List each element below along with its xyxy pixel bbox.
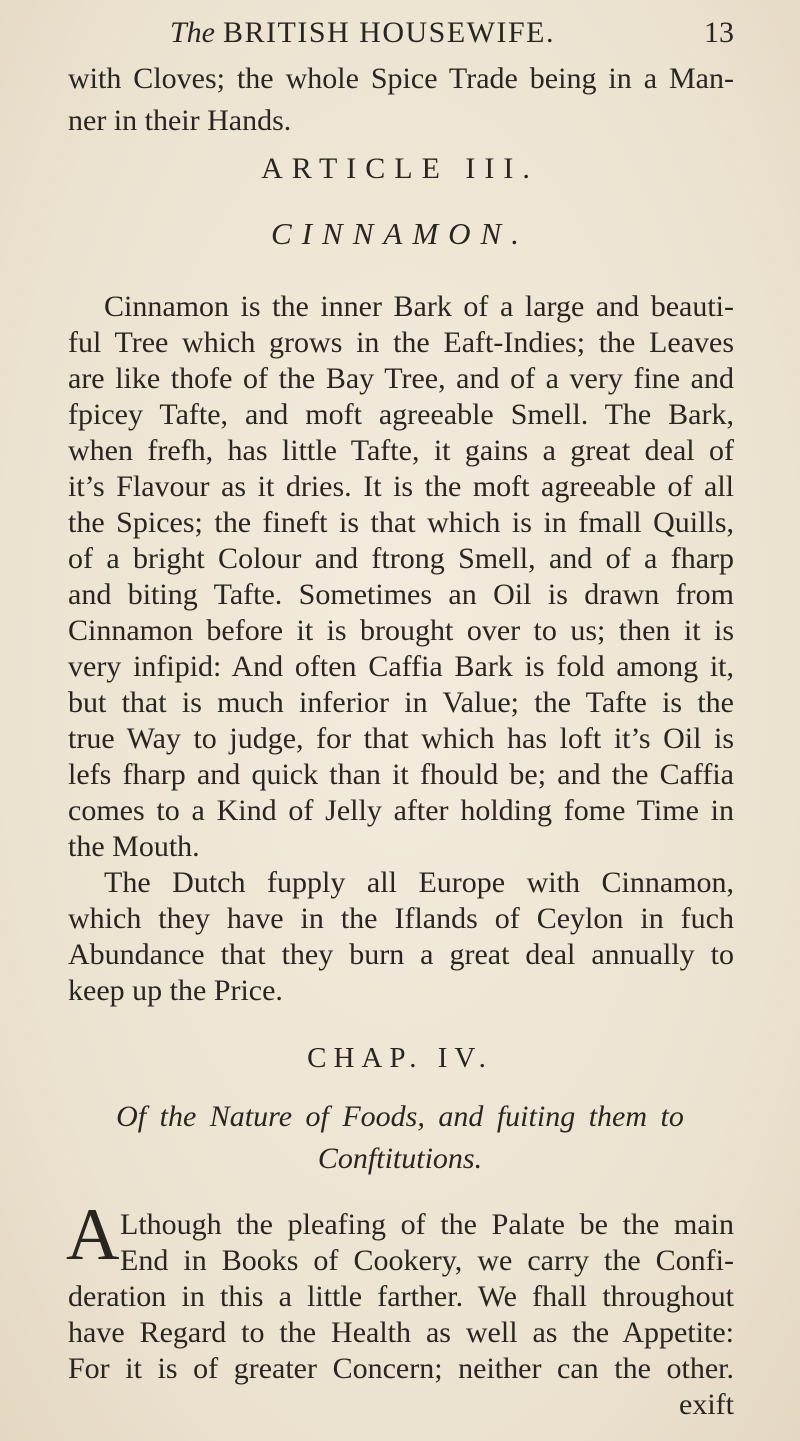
text-line: of a bright Colour and ftrong Smell, and of a fharp [68,542,734,575]
text-line: have Regard to the Health as well as the Appetite: [68,1316,734,1349]
text-line: are like thofe of the Bay Tree, and of a very fine and [68,362,734,395]
page-number: 13 [704,16,734,49]
text-line: Cinnamon before it is brought over to us; then it is [68,614,734,647]
text-line: fpicey Tafte, and moft agreeable Smell. The Bark, [68,398,734,431]
text-line: true Way to judge, for that which has loft it’s Oil is [68,722,734,755]
text-line: deration in this a little farther. We fhall throughout [68,1280,734,1313]
text-line: when frefh, has little Tafte, it gains a great deal of [68,434,734,467]
text-line: For it is of greater Concern; neither can the other. [68,1352,734,1385]
text-line: the Spices; the fineft is that which is in fmall Quills, [68,506,734,539]
text-line: with Cloves; the whole Spice Trade being in a Man- [68,62,734,95]
text-line: but that is much inferior in Value; the Tafte is the [68,686,734,719]
text-line: keep up the Price. [68,974,283,1007]
text-line: the Mouth. [68,830,200,863]
chapter-title: Of the Nature of Foods, and fuiting them to [116,1100,684,1133]
text-line: The Dutch fupply all Europe with Cinnamon, [104,866,734,899]
article-heading: ARTICLE III. [261,152,539,185]
text-line: Abundance that they burn a great deal annually to [68,938,734,971]
chapter-heading: CHAP. IV. [307,1042,493,1074]
text-line: Cinnamon is the inner Bark of a large and beauti- [104,290,734,323]
drop-cap: A [66,1194,120,1276]
text-line: End in Books of Cookery, we carry the Confi- [120,1244,734,1277]
chapter-title-continued: Conftitutions. [317,1142,483,1175]
header-title: BRITISH HOUSEWIFE. [223,16,555,49]
article-subject: CINNAMON. [271,216,529,251]
text-line: and biting Tafte. Sometimes an Oil is drawn from [68,578,734,611]
text-line: lefs fharp and quick than it fhould be; and the Caffia [68,758,734,791]
catchword: exift [679,1388,734,1421]
text-line: ner in their Hands. [68,104,292,137]
text-line: Lthough the pleafing of the Palate be the main [120,1208,734,1241]
running-header [170,16,734,50]
text-line: ful Tree which grows in the Eaft-Indies; the Leaves [68,326,734,359]
text-line: which they have in the Iflands of Ceylon in fuch [68,902,734,935]
header-the: The [170,16,215,49]
text-line: comes to a Kind of Jelly after holding fome Time in [68,794,734,827]
text-line: it’s Flavour as it dries. It is the moft agreeable of all [68,470,734,503]
text-line: very infipid: And often Caffia Bark is fold among it, [68,650,734,683]
